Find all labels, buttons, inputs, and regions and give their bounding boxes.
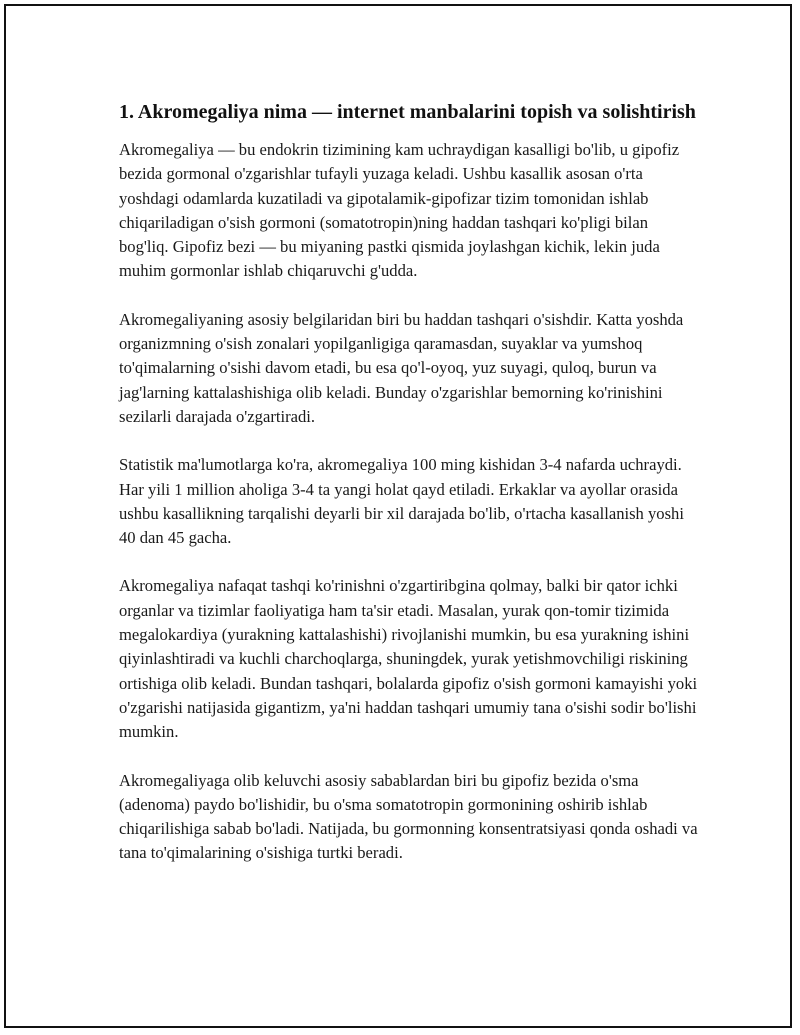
paragraph-5: Akromegaliyaga olib keluvchi asosiy sabablardan biri bu gipofiz bezida o'sma (adenoma) paydo bo'lishidir, bu o'sma somatotropin gormonining oshirib ishlab chiqarilishiga sabab bo'ladi. Natijada, bu gormonning konsentratsiyasi qonda oshadi va tana to'qimalarining o'sishiga turtki beradi. [119,770,698,863]
paragraph-2: Akromegaliyaning asosiy belgilaridan biri bu haddan tashqari o'sishdir. Katta yoshda organizmning o'sish zonalari yopilganligiga qaramasdan, suyaklar va yumshoq to'qimalarning o'sishi davom etadi, bu esa qo'l-oyoq, yuz suyagi, quloq, burun va jag'larning kattalashishiga olib keladi. Bunday o'zgarishlar bemorning ko'rinishini sezilarli darajada o'zgartiradi. [119,309,684,426]
document-body [119,98,699,890]
section-heading: 1. Akromegaliya nima — internet manbalarini topish va solishtirish [119,101,696,123]
paragraph-3: Statistik ma'lumotlarga ko'ra, akromegaliya 100 ming kishidan 3-4 nafarda uchraydi. Har yili 1 million aholiga 3-4 ta yangi holat qayd etiladi. Erkaklar va ayollar orasida ushbu kasallikning tarqalishi deyarli bir xil darajada bo'lib, o'rtacha kasallanish yoshi 40 dan 45 gacha. [119,455,684,548]
paragraph-4: Akromegaliya nafaqat tashqi ko'rinishni o'zgartiribgina qolmay, balki bir qator ichki organlar va tizimlar faoliyatiga ham ta'sir etadi. Masalan, yurak qon-tomir tizimida megalokardiya (yurakning kattalashishi) rivojlanishi mumkin, bu esa yurakning ishini qiyinlashtiradi va kuchli charchoqlarga, shuningdek, yurak yetishmovchiligi riskining ortishiga olib keladi. Bundan tashqari, bolalarda gipofiz o'sish gormoni kamayishi yoki o'zgarishi natijasida gigantizm, ya'ni haddan tashqari umumiy tana o'sishi sodir bo'lishi mumkin. [119,576,698,742]
paragraph-1: Akromegaliya — bu endokrin tizimining kam uchraydigan kasalligi bo'lib, u gipofiz bezida gormonal o'zgarishlar tufayli yuzaga keladi. Ushbu kasallik asosan o'rta yoshdagi odamlarda kuzatiladi va gipotalamik-gipofizar tizim tomonidan ishlab chiqariladigan o'sish gormoni (somatotropin)ning haddan tashqari ko'pligi bilan bog'liq. Gipofiz bezi — bu miyaning pastki qismida joylashgan kichik, lekin juda muhim gormonlar ishlab chiqaruvchi g'udda. [119,140,680,281]
page-frame [4,4,792,1028]
